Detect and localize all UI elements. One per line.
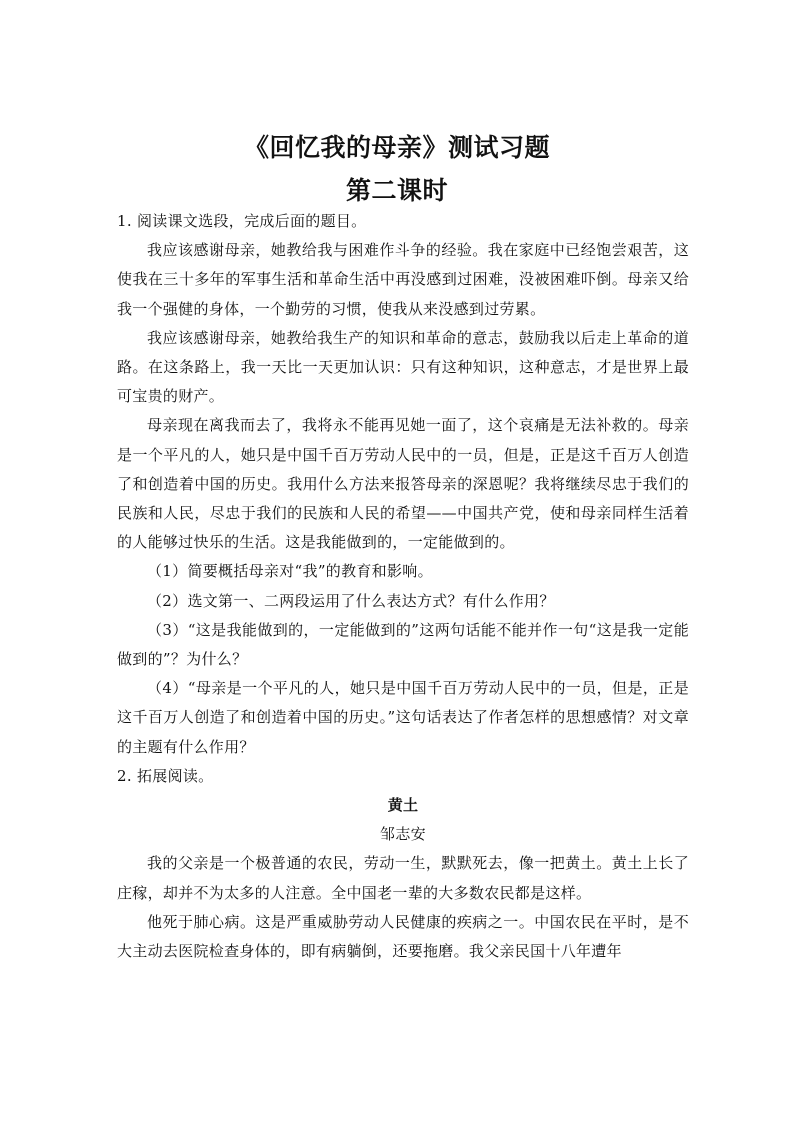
sub-question: （4）“母亲是一个平凡的人，她只是中国千百万劳动人民中的一员，但是，正是这千百万人创造了和创造着中国的历史。”这句话表达了作者怎样的思想感情？对文章的主题有什么作用？	[117, 679, 689, 756]
sub-question: （2）选文第一、二两段运用了什么表达方式？有什么作用？	[147, 591, 555, 610]
question-2-heading: 2. 拓展阅读。	[117, 766, 214, 785]
question-1-heading: 1. 阅读课文选段，完成后面的题目。	[117, 212, 367, 230]
passage-paragraph: 我应该感谢母亲，她教给我与困难作斗争的经验。我在家庭中已经饱尝艰苦，这使我在三十多年的军事生活和革命生活中再没感到过困难，没被困难吓倒。母亲又给我一个强健的身体，一个勤劳的习惯，使我从来没感到过劳累。	[117, 241, 689, 318]
document-body	[117, 207, 689, 966]
passage-paragraph: 我应该感谢母亲，她教给我生产的知识和革命的意志，鼓励我以后走上革命的道路。在这条路上，我一天比一天更加认识：只有这种知识，这种意志，才是世界上最可宝贵的财产。	[117, 328, 689, 406]
article-paragraph: 他死于肺心病。这是严重威胁劳动人民健康的疾病之一。中国农民在平时，是不大主动去医院检查身体的，即有病躺倒，还要拖磨。我父亲民国十八年遭年	[117, 912, 689, 961]
document-subtitle: 第二课时	[345, 176, 448, 205]
article-paragraph: 我的父亲是一个极普通的农民，劳动一生，默默死去，像一把黄土。黄土上长了庄稼，却并不为太多的人注意。全中国老一辈的大多数农民都是这样。	[117, 854, 689, 902]
document-title: 《回忆我的母亲》测试习题	[243, 133, 550, 162]
article-author: 邹志安	[380, 825, 426, 844]
passage-paragraph: 母亲现在离我而去了，我将永不能再见她一面了，这个哀痛是无法补救的。母亲是一个平凡的人，她只是中国千百万劳动人民中的一员，但是，正是这千百万人创造了和创造着中国的历史。我用什么方法来报答母亲的深恩呢？我将继续尽忠于我们的民族和人民，尽忠于我们的民族和人民的希望——中国共产党，使和母亲同样生活着的人能够过快乐的生活。这是我能做到的，一定能做到的。	[117, 416, 689, 552]
article-title: 黄土	[387, 796, 419, 815]
sub-question: （3）“这是我能做到的，一定能做到的”这两句话能不能并作一句“这是我一定能做到的”？为什么？	[117, 620, 689, 669]
sub-question: （1）简要概括母亲对“我”的教育和影响。	[147, 562, 433, 581]
